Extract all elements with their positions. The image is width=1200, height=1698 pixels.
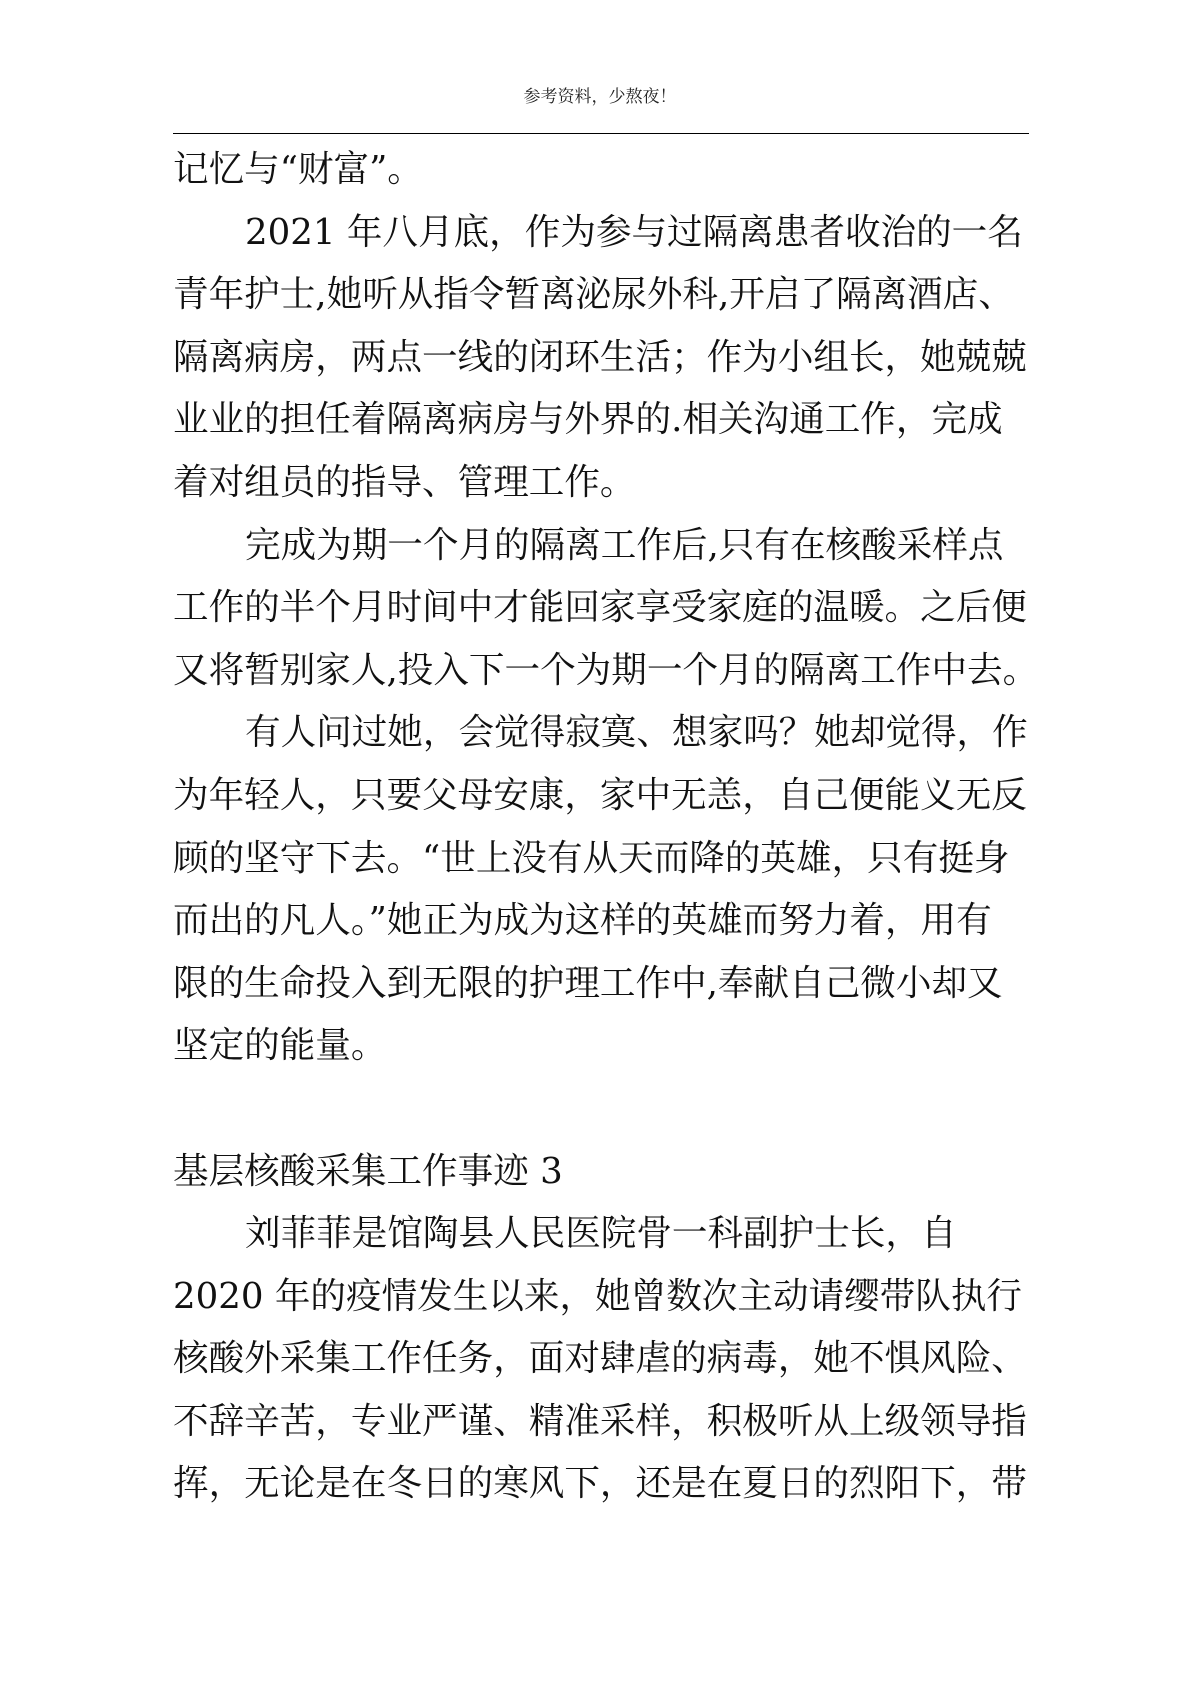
text-line: 有人问过她，会觉得寂寞、想家吗？她却觉得，作 [245,712,1028,754]
text-line: 顾的坚守下去。“世上没有从天而降的英雄，只有挺身 [173,837,1010,879]
paragraph [173,139,1173,202]
text-line: 不辞辛苦，专业严谨、精准采样，积极听从上级领导指 [173,1400,1027,1442]
text-line: 青年护士,她听从指令暂离泌尿外科,开启了隔离酒店、 [173,274,1014,316]
text-line: 挥，无论是在冬日的寒风下，还是在夏日的烈阳下，带 [173,1463,1027,1505]
section-heading: 基层核酸采集工作事迹 3 [173,1150,563,1192]
text-line: 限的生命投入到无限的护理工作中,奉献自己微小却又 [173,962,1003,1004]
paragraph [173,1203,1173,1516]
header-divider [173,133,1029,134]
paragraph [173,702,1173,1078]
text-line: 着对组员的指导、管理工作。 [173,461,636,503]
text-line: 工作的半个月时间中才能回家享受家庭的温暖。之后便 [173,587,1027,629]
text-line: 记忆与“财富”。 [173,149,423,190]
document-body [173,139,1173,1516]
text-line: 业业的担任着隔离病房与外界的.相关沟通工作，完成 [173,399,1003,441]
paragraph [173,202,1173,515]
text-line: 隔离病房，两点一线的闭环生活；作为小组长，她兢兢 [173,336,1027,378]
text-line: 刘菲菲是馆陶县人民医院骨一科副护士长，自 [245,1213,957,1255]
text-line: 而出的凡人。”她正为成为这样的英雄而努力着，用有 [173,900,992,942]
text-line: 又将暂别家人,投入下一个为期一个月的隔离工作中去。 [173,649,1039,691]
blank-line [173,1078,1173,1141]
text-line: 坚定的能量。 [173,1025,387,1067]
text-line: 2021 年八月底，作为参与过隔离患者收治的一名 [245,211,1023,253]
text-line: 核酸外采集工作任务，面对肆虐的病毒，她不惧风险、 [173,1338,1027,1380]
text-line: 为年轻人，只要父母安康，家中无恙，自己便能义无反 [173,774,1027,816]
text-line: 完成为期一个月的隔离工作后,只有在核酸采样点 [245,524,1004,566]
paragraph [173,515,1173,703]
page-header-text: 参考资料，少熬夜！ [523,87,677,107]
text-line: 2020 年的疫情发生以来，她曾数次主动请缨带队执行 [173,1275,1022,1317]
